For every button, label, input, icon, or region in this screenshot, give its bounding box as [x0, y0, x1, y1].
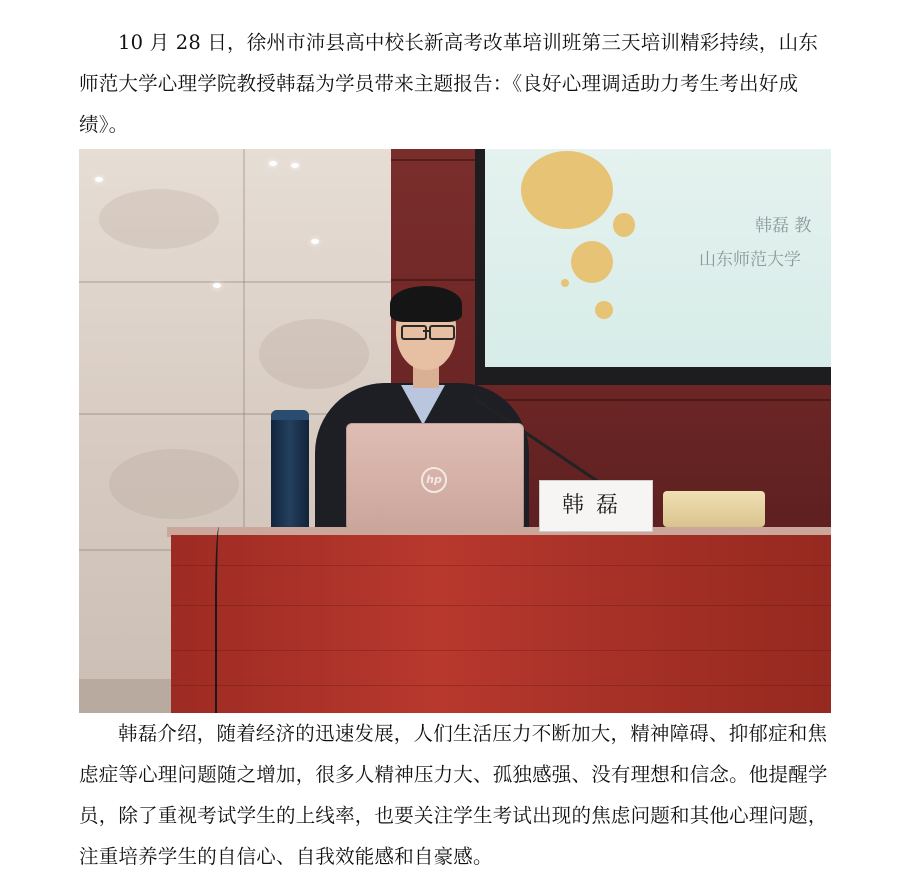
- glasses-right: [429, 325, 455, 340]
- laptop-logo: hp: [421, 467, 447, 493]
- water-bottle: [271, 410, 309, 535]
- projector-screen: [485, 149, 831, 367]
- tissue-box: [663, 491, 765, 527]
- article-paragraph-body: 韩磊介绍，随着经济的迅速发展，人们生活压力不断加大，精神障碍、抑郁症和焦虑症等心理问题随之增加，很多人精神压力大、孤独感强、没有理想和信念。他提醒学员，除了重视考试学生的上线率，也要关注学生考试出现的焦虑问题和其他心理问题，注重培养学生的自信心、自我效能感和自豪感。: [79, 722, 828, 868]
- lecture-photo: [79, 149, 831, 713]
- lecture-desk: [171, 535, 831, 713]
- glasses-left: [401, 325, 427, 340]
- screen-text-name: 韩磊 教: [755, 216, 812, 236]
- article-paragraph-intro: 10 月 28 日，徐州市沛县高中校长新高考改革培训班第三天培训精彩持续，山东师范大学心理学院教授韩磊为学员带来主题报告：《良好心理调适助力考生考出好成绩》。: [79, 31, 819, 136]
- microphone-cable: [215, 527, 225, 713]
- speaker-hair: [390, 286, 462, 322]
- screen-text-school: 山东师范大学: [699, 250, 801, 270]
- speaker-nameplate: 韩磊: [539, 480, 653, 532]
